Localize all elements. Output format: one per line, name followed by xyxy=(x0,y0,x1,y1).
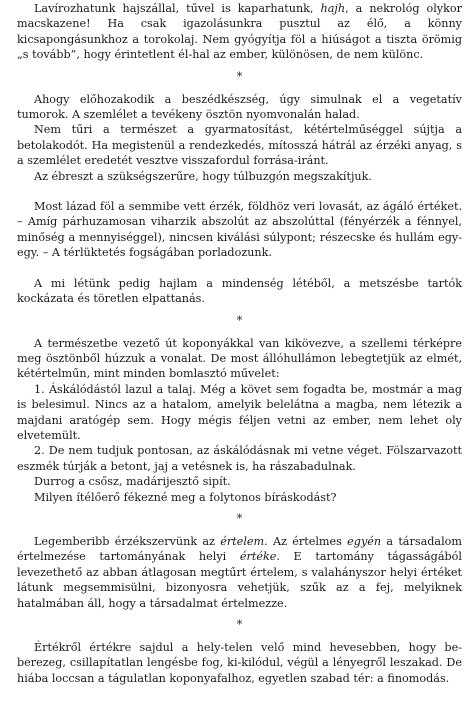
paragraph: Ahogy előhozakodik a beszédkészség, úgy simulnak el a vegetatív tumorok. A szemlélet a tevékeny ösztön nyomvonalán halad. xyxy=(17,92,462,122)
section-1 xyxy=(17,1,462,63)
paragraph: Nem tűri a természet a gyarmatosítást, kétértelműséggel sújtja a betolakodót. Ha megistenül a rendezkedés, mítosszá hátrál az érzéki anyag, s a szemlélet eredetét vesztve visszafordul forrása-iránt. xyxy=(17,123,462,168)
section-separator: * xyxy=(236,618,243,631)
paragraph: Az ébreszt a szükségszerűre, hogy túlbuzgón megszakítjuk. xyxy=(34,169,372,183)
section-separator: * xyxy=(236,511,243,525)
section-separator: * xyxy=(236,313,243,327)
paragraph: Most lázad föl a semmibe vett érzék, földhöz veri lovasát, az ágáló értéket. – Amíg párhuzamosan viharzik abszolút az abszolúttal (fényérzék a fénnyel, minőség a mennyiséggel), nincsen kiválási súlypont; részecske és hullám egy-egy. – A térlüktetés fogságában porladozunk. xyxy=(17,200,462,260)
paragraph: A mi létünk pedig hajlam a mindenség létéből, a metszésbe tartók kockázata és töretlen elpattanás. xyxy=(17,276,462,306)
paragraph: Értékről értékre sajdul a hely-telen velő mind hevesebben, hogy be-berezeg, csillapítatlan lengésbe fog, ki-kilódul, végül a lényegről leszakad. De hiába loccsan a tágulatlan koponyafalhoz, egyetlen szabad tér: a finomodás. xyxy=(17,641,462,685)
paragraph: Lavírozhatunk hajszállal, tűvel is kaparhatunk, hajh, a nekrológ olykor macskazene! Ha csak igazolásunkra pusztul az élő, a könny kicsapongásunkhoz a torokolaj. Nem gyógyítja föl a hiúságot a tiszta örömig „s tovább”, hogy érintetlent él-hal az ember, különösen, de nem különc. xyxy=(17,2,462,62)
paragraph: 1. Áskálódástól lazul a talaj. Még a követ sem fogadta be, mostmár a mag is belesimul. Nincs az a hatalom, amelyik belelátna a magba, nem létezik a majdani aratógép sem. Hogy mégis féljen vetni az ember, nem lehet oly elvetemült. xyxy=(17,382,462,442)
section-3 xyxy=(17,336,462,505)
paragraph: Durrog a csősz, madárijesztő sipít. xyxy=(34,475,231,489)
paragraph: A természetbe vezető út koponyákkal van kikövezve, a szellemi térképre meg ösztönből húzzuk a vonalat. De most állóhullámon lebegtetjük az elmét, kétértelműn, mint minden bomlasztó művelet: xyxy=(17,336,462,381)
section-separator: * xyxy=(236,69,243,83)
section-4 xyxy=(17,534,462,611)
paragraph: 2. De nem tudjuk pontosan, az áskálódásnak mi vetne véget. Fölszarvazott eszmék túrják a betont, jaj a vetésnek is, ha rászabadulnak. xyxy=(17,444,462,473)
paragraph: Legemberibb érzékszervünk az értelem. Az értelmes egyén a társadalom értelmezése tartományának helyi értéke. E tartomány tágasságából levezethető az abban átlagosan megtűrt értelem, s valahányszor helyi értéket látunk megsemmisülni, bizonyosra vehetjük, szűk az a fej, melyiknek hatalmában áll, hogy a társadalmat értelmezze. xyxy=(17,534,462,610)
section-5 xyxy=(17,640,462,686)
section-2 xyxy=(17,92,462,307)
paragraph: Milyen ítélőerő fékezné meg a folytonos bíráskodást? xyxy=(34,490,337,504)
